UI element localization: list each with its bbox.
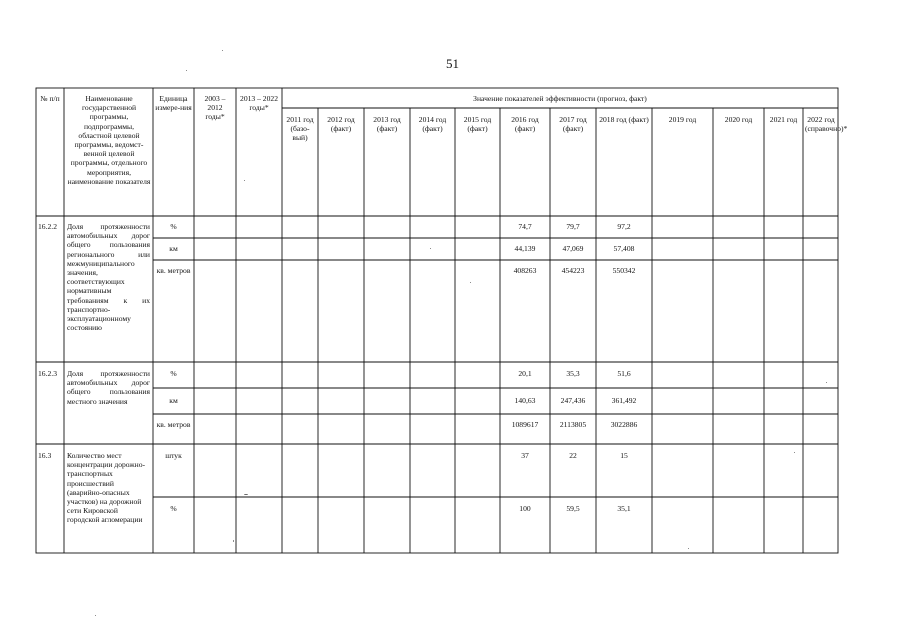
header-year-2011: 2011 год (базо-вый): [286, 115, 314, 143]
value-2016: 74,7: [518, 222, 532, 231]
header-year-2014: 2014 год (факт): [418, 115, 447, 134]
value-2017: 35,3: [566, 369, 580, 378]
value-2017: 59,5: [566, 504, 580, 513]
value-2018: 51,6: [617, 369, 631, 378]
value-2016: 20,1: [518, 369, 532, 378]
unit-cell: %: [170, 504, 177, 513]
value-2016: 100: [519, 504, 531, 513]
header-year-2017: 2017 год (факт): [559, 115, 587, 134]
header-year-2021: 2021 год: [769, 115, 798, 124]
row-num: 16.2.3: [38, 369, 57, 378]
scan-speck: [688, 548, 689, 549]
header-num: № п/п: [40, 94, 60, 103]
unit-cell: км: [169, 244, 178, 253]
header-year-2013: 2013 год (факт): [373, 115, 401, 134]
row-name: Количество мест концентрации дорожно-транспортных происшествий (аварийно-опасных участков) на дорожной сети Кировской городской агломерации: [67, 451, 146, 525]
scan-speck: [233, 540, 234, 542]
value-2017: 247,436: [560, 396, 586, 405]
value-2018: 57,408: [613, 244, 635, 253]
value-2016: 1089617: [511, 420, 539, 429]
header-year-2012: 2012 год (факт): [327, 115, 355, 134]
scan-speck: [794, 452, 795, 453]
row-num: 16.3: [38, 451, 52, 460]
row-name: Доля протяженности автомобильных дорог общего пользования регионального или межмуниципального значения, соответствующих нормативным требованиям к их транспортно-эксплуатационному состоянию: [67, 222, 150, 333]
header-year-2016: 2016 год (факт): [511, 115, 539, 134]
scan-speck: [244, 494, 248, 495]
value-2018: 15: [620, 451, 628, 460]
header-period-2003-2012: 2003 – 2012 годы*: [204, 94, 226, 122]
header-unit: Единица измере-ния: [155, 94, 192, 113]
value-2018: 550342: [612, 266, 636, 275]
value-2016: 37: [521, 451, 529, 460]
unit-cell: %: [170, 222, 177, 231]
header-year-2022: 2022 год (справочно)*: [805, 115, 848, 134]
value-2016: 140,63: [514, 396, 536, 405]
scan-speck: [95, 615, 96, 616]
unit-cell: км: [169, 396, 178, 405]
scan-speck: [430, 248, 431, 249]
unit-cell: кв. метров: [156, 420, 191, 429]
value-2018: 3022886: [610, 420, 638, 429]
value-2017: 79,7: [566, 222, 580, 231]
value-2017: 454223: [561, 266, 585, 275]
unit-cell: кв. метров: [156, 266, 191, 275]
header-period-2013-2022: 2013 – 2022 годы*: [240, 94, 278, 113]
header-name: Наименование государственной программы, подпрограммы, областной целевой программы, ведомст-венной целевой программы, отдельного мероприятия, наименование показателя: [67, 94, 151, 186]
value-2017: 47,069: [562, 244, 584, 253]
header-year-2015: 2015 год (факт): [463, 115, 492, 134]
scan-speck: [186, 70, 187, 71]
row-num: 16.2.2: [38, 222, 57, 231]
scan-speck: [470, 282, 471, 283]
value-2018: 97,2: [617, 222, 631, 231]
value-2016: 408263: [513, 266, 537, 275]
value-2017: 22: [569, 451, 577, 460]
scan-speck: [244, 180, 245, 181]
header-year-2019: 2019 год: [668, 115, 697, 124]
value-2016: 44,139: [514, 244, 536, 253]
value-2018: 361,492: [611, 396, 637, 405]
value-2017: 2113805: [559, 420, 587, 429]
unit-cell: %: [170, 369, 177, 378]
row-name: Доля протяженности автомобильных дорог общего пользования местного значения: [67, 369, 150, 406]
header-year-2020: 2020 год: [724, 115, 753, 124]
header-indicator-values: Значение показателей эффективности (прогноз, факт): [473, 94, 647, 103]
value-2018: 35,1: [617, 504, 631, 513]
scan-speck: [826, 382, 827, 383]
unit-cell: штук: [165, 451, 182, 460]
scan-speck: [222, 50, 223, 51]
header-year-2018: 2018 год (факт): [599, 115, 649, 124]
page-number: 51: [446, 56, 459, 71]
